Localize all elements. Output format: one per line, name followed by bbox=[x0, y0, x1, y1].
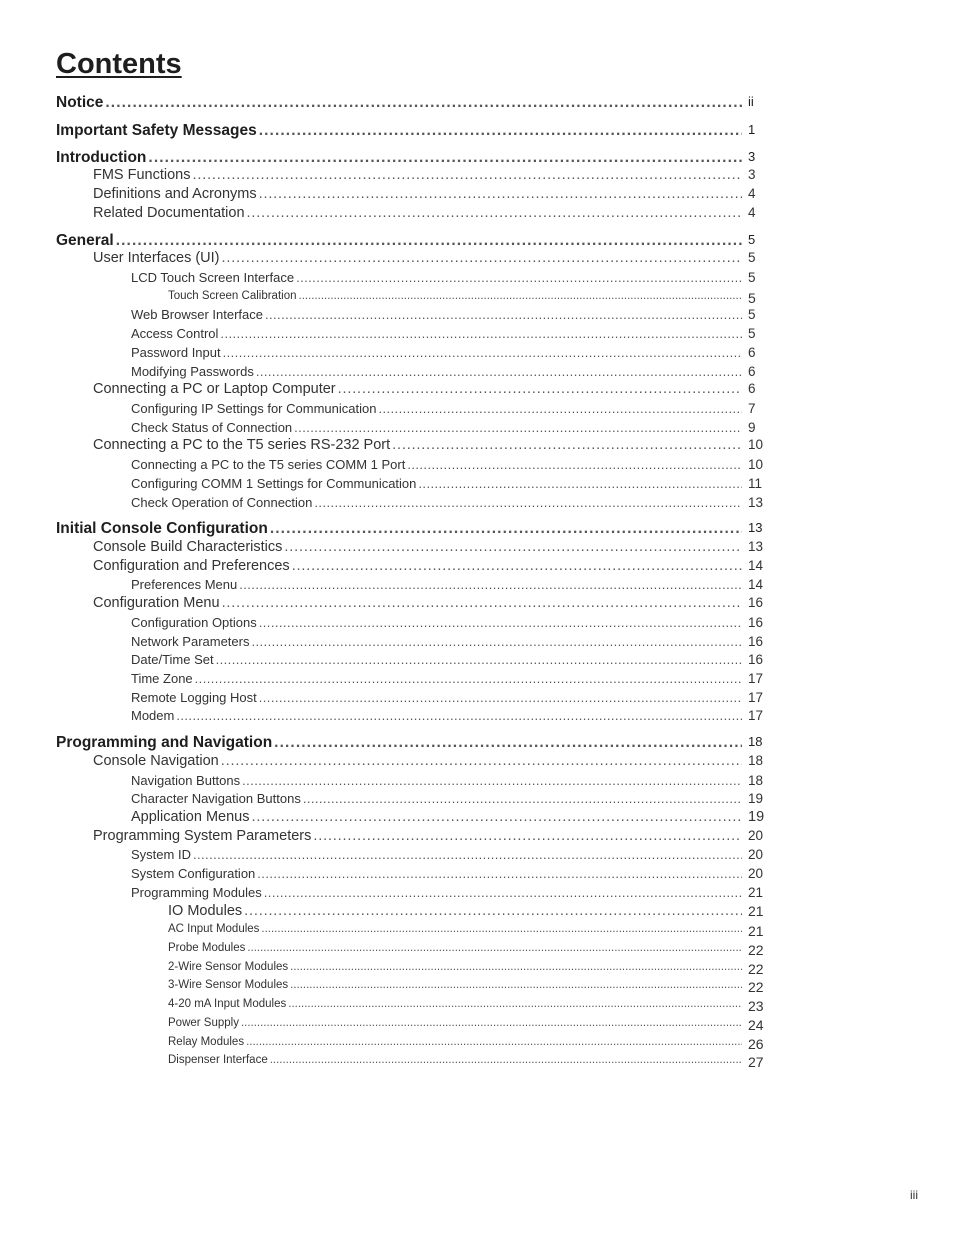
toc-entry-system-configuration[interactable] bbox=[131, 866, 764, 881]
toc-entry-label: Access Control bbox=[131, 326, 219, 341]
toc-entry-label: Configuring COMM 1 Settings for Communication bbox=[131, 476, 417, 491]
toc-entry-check-status-of-connection[interactable] bbox=[131, 420, 756, 435]
toc-entry-page: 5 bbox=[748, 307, 756, 322]
toc-entry-label: 3-Wire Sensor Modules bbox=[168, 979, 289, 991]
toc-entry-label: System Configuration bbox=[131, 866, 256, 881]
dot-leader bbox=[259, 187, 742, 202]
toc-entry-character-navigation-buttons[interactable] bbox=[131, 791, 764, 806]
toc-entry-page: 5 bbox=[748, 250, 756, 265]
toc-entry-label: Configuration Menu bbox=[93, 595, 220, 611]
toc-entry-touch-screen-calibration[interactable] bbox=[168, 290, 756, 306]
toc-entry-page: 19 bbox=[748, 809, 765, 825]
dot-leader bbox=[222, 251, 743, 266]
toc-entry-definitions-and-acronyms[interactable] bbox=[93, 186, 756, 202]
dot-leader bbox=[222, 596, 742, 611]
toc-entry-remote-logging-host[interactable] bbox=[131, 690, 764, 705]
toc-entry-page: 21 bbox=[748, 885, 764, 900]
toc-entry-power-supply[interactable] bbox=[168, 1017, 764, 1033]
dot-leader bbox=[193, 168, 743, 183]
toc-entry-label: Initial Console Configuration bbox=[56, 520, 268, 537]
toc-entry-connecting-pc-comm1[interactable] bbox=[131, 457, 764, 472]
toc-entry-modem[interactable] bbox=[131, 708, 764, 723]
dot-leader bbox=[252, 810, 743, 825]
toc-entry-2-wire-sensor-modules[interactable] bbox=[168, 961, 764, 977]
toc-entry-page: 24 bbox=[748, 1017, 764, 1033]
toc-entry-configuring-ip-settings[interactable] bbox=[131, 401, 756, 416]
dot-leader bbox=[195, 672, 742, 685]
dot-leader bbox=[242, 774, 742, 787]
dot-leader bbox=[392, 438, 742, 453]
toc-entry-relay-modules[interactable] bbox=[168, 1036, 764, 1052]
toc-entry-label: Check Status of Connection bbox=[131, 420, 293, 435]
toc-entry-general[interactable] bbox=[56, 232, 756, 249]
toc-entry-configuration-and-preferences[interactable] bbox=[93, 558, 764, 574]
toc-entry-label: Console Navigation bbox=[93, 753, 219, 769]
toc-entry-label: Introduction bbox=[56, 149, 147, 166]
dot-leader bbox=[247, 206, 742, 221]
toc-entry-label: User Interfaces (UI) bbox=[93, 250, 220, 266]
dot-leader bbox=[148, 150, 742, 166]
dot-leader bbox=[256, 365, 742, 378]
toc-entry-lcd-touch-screen-interface[interactable] bbox=[131, 270, 756, 285]
toc-entry-system-id[interactable] bbox=[131, 847, 764, 862]
toc-entry-page: 18 bbox=[748, 734, 763, 749]
toc-entry-label: Check Operation of Connection bbox=[131, 495, 313, 510]
dot-leader bbox=[270, 521, 742, 537]
toc-entry-page: 13 bbox=[748, 495, 764, 510]
dot-leader bbox=[193, 848, 742, 861]
toc-entry-page: 22 bbox=[748, 942, 764, 958]
toc-entry-label: Related Documentation bbox=[93, 205, 245, 221]
toc-entry-page: 16 bbox=[748, 615, 764, 630]
dot-leader bbox=[220, 327, 742, 340]
dot-leader bbox=[418, 477, 742, 490]
toc-entry-page: 21 bbox=[748, 923, 764, 939]
toc-entry-page: 4 bbox=[748, 186, 756, 201]
dot-leader bbox=[116, 233, 742, 249]
toc-entry-label: Configuration and Preferences bbox=[93, 558, 290, 574]
toc-entry-label: Programming System Parameters bbox=[93, 828, 312, 844]
dot-leader bbox=[221, 754, 742, 769]
toc-entry-label: Definitions and Acronyms bbox=[93, 186, 257, 202]
toc-entry-page: 11 bbox=[748, 476, 763, 491]
toc-entry-label: Character Navigation Buttons bbox=[131, 791, 301, 806]
dot-leader bbox=[314, 496, 742, 509]
toc-entry-page: 22 bbox=[748, 961, 764, 977]
dot-leader bbox=[244, 904, 742, 919]
toc-entry-modifying-passwords[interactable] bbox=[131, 364, 756, 379]
dot-leader bbox=[257, 867, 742, 880]
toc-entry-page: 13 bbox=[748, 520, 763, 535]
toc-entry-page: 17 bbox=[748, 671, 764, 686]
toc-entry-page: ii bbox=[748, 94, 754, 109]
toc-entry-page: 13 bbox=[748, 539, 764, 554]
dot-leader bbox=[299, 291, 743, 303]
dot-leader bbox=[241, 1018, 742, 1030]
toc-entry-dispenser-interface[interactable] bbox=[168, 1054, 764, 1070]
toc-entry-page: 7 bbox=[748, 401, 756, 416]
toc-entry-label: Time Zone bbox=[131, 671, 193, 686]
toc-entry-notice[interactable] bbox=[56, 94, 754, 111]
dot-leader bbox=[290, 962, 742, 974]
toc-entry-page: 17 bbox=[748, 708, 764, 723]
dot-leader bbox=[239, 578, 742, 591]
toc-entry-label: Connecting a PC to the T5 series RS-232 Port bbox=[93, 437, 391, 453]
toc-entry-label: Notice bbox=[56, 94, 104, 111]
toc-entry-page: 5 bbox=[748, 290, 756, 306]
toc-entry-fms-functions[interactable] bbox=[93, 167, 756, 183]
toc-entry-page: 14 bbox=[748, 577, 764, 592]
dot-leader bbox=[303, 792, 742, 805]
toc-entry-web-browser-interface[interactable] bbox=[131, 307, 756, 322]
dot-leader bbox=[270, 1055, 742, 1067]
dot-leader bbox=[313, 829, 742, 844]
toc-entry-page: 6 bbox=[748, 364, 756, 379]
toc-entry-label: LCD Touch Screen Interface bbox=[131, 270, 295, 285]
toc-entry-check-operation-of-connection[interactable] bbox=[131, 495, 764, 510]
toc-entry-page: 23 bbox=[748, 998, 764, 1014]
dot-leader bbox=[294, 421, 742, 434]
dot-leader bbox=[105, 95, 742, 111]
toc-entry-label: Network Parameters bbox=[131, 634, 250, 649]
toc-entry-page: 16 bbox=[748, 634, 764, 649]
toc-entry-page: 20 bbox=[748, 847, 764, 862]
toc-entry-application-menus[interactable] bbox=[131, 809, 765, 825]
toc-entry-page: 22 bbox=[748, 979, 764, 995]
toc-entry-page: 17 bbox=[748, 690, 764, 705]
toc-entry-date-time-set[interactable] bbox=[131, 652, 764, 667]
dot-leader bbox=[246, 1037, 742, 1049]
toc-entry-label: Connecting a PC or Laptop Computer bbox=[93, 381, 336, 397]
toc-entry-label: Relay Modules bbox=[168, 1036, 245, 1048]
toc-entry-label: Power Supply bbox=[168, 1017, 239, 1029]
toc-entry-io-modules[interactable] bbox=[168, 903, 764, 919]
toc-entry-ac-input-modules[interactable] bbox=[168, 923, 764, 939]
dot-leader bbox=[223, 346, 742, 359]
toc-entry-page: 10 bbox=[748, 437, 764, 452]
toc-entry-label: Navigation Buttons bbox=[131, 773, 241, 788]
toc-entry-page: 10 bbox=[748, 457, 764, 472]
toc-entry-page: 5 bbox=[748, 232, 756, 247]
toc-entry-label: Configuration Options bbox=[131, 615, 257, 630]
toc-entry-page: 4 bbox=[748, 205, 756, 220]
toc-entry-initial-console-configuration[interactable] bbox=[56, 520, 763, 537]
toc-entry-label: Programming and Navigation bbox=[56, 734, 273, 751]
dot-leader bbox=[265, 308, 742, 321]
dot-leader bbox=[378, 402, 742, 415]
toc-entry-label: Web Browser Interface bbox=[131, 307, 263, 322]
toc-entry-page: 21 bbox=[748, 903, 764, 919]
toc-entry-label: System ID bbox=[131, 847, 191, 862]
toc-entry-label: Date/Time Set bbox=[131, 652, 214, 667]
toc-entry-label: Connecting a PC to the T5 series COMM 1 Port bbox=[131, 457, 406, 472]
toc-entry-label: Application Menus bbox=[131, 809, 250, 825]
toc-entry-page: 20 bbox=[748, 866, 764, 881]
toc-entry-page: 26 bbox=[748, 1036, 764, 1052]
toc-entry-label: Modem bbox=[131, 708, 175, 723]
toc-entry-page: 3 bbox=[748, 149, 756, 164]
toc-entry-page: 20 bbox=[748, 828, 764, 843]
dot-leader bbox=[290, 980, 742, 992]
dot-leader bbox=[264, 886, 742, 899]
toc-entry-page: 19 bbox=[748, 791, 764, 806]
dot-leader bbox=[216, 653, 742, 666]
dot-leader bbox=[261, 924, 742, 936]
dot-leader bbox=[176, 709, 742, 722]
dot-leader bbox=[247, 943, 742, 955]
toc-entry-3-wire-sensor-modules[interactable] bbox=[168, 979, 764, 995]
dot-leader bbox=[259, 123, 742, 139]
toc-entry-access-control[interactable] bbox=[131, 326, 756, 341]
toc-entry-label: Console Build Characteristics bbox=[93, 539, 283, 555]
toc-entry-page: 5 bbox=[748, 326, 756, 341]
toc-entry-configuring-comm1[interactable] bbox=[131, 476, 763, 491]
toc-entry-page: 9 bbox=[748, 420, 756, 435]
toc-entry-label: Probe Modules bbox=[168, 942, 246, 954]
toc-entry-related-documentation[interactable] bbox=[93, 205, 756, 221]
toc-entry-programming-system-parameters[interactable] bbox=[93, 828, 764, 844]
toc-entry-label: General bbox=[56, 232, 114, 249]
toc-entry-page: 14 bbox=[748, 558, 764, 573]
toc-entry-label: Remote Logging Host bbox=[131, 690, 257, 705]
toc-entry-configuration-menu[interactable] bbox=[93, 595, 764, 611]
page-title: Contents bbox=[56, 48, 182, 80]
dot-leader bbox=[259, 616, 742, 629]
toc-entry-4-20ma-input-modules[interactable] bbox=[168, 998, 764, 1014]
toc-entry-label: Programming Modules bbox=[131, 885, 262, 900]
toc-entry-label: Touch Screen Calibration bbox=[168, 290, 297, 302]
toc-entry-console-build-characteristics[interactable] bbox=[93, 539, 764, 555]
toc-entry-connecting-pc-rs232[interactable] bbox=[93, 437, 764, 453]
toc-entry-important-safety-messages[interactable] bbox=[56, 122, 756, 139]
toc-entry-label: 2-Wire Sensor Modules bbox=[168, 961, 289, 973]
toc-entry-page: 18 bbox=[748, 753, 764, 768]
toc-entry-label: Configuring IP Settings for Communication bbox=[131, 401, 377, 416]
toc-entry-programming-and-navigation[interactable] bbox=[56, 734, 763, 751]
toc-entry-page: 6 bbox=[748, 381, 756, 396]
toc-entry-label: AC Input Modules bbox=[168, 923, 260, 935]
toc-entry-page: 18 bbox=[748, 773, 764, 788]
toc-entry-label: IO Modules bbox=[168, 903, 243, 919]
toc-entry-introduction[interactable] bbox=[56, 149, 756, 166]
dot-leader bbox=[338, 382, 742, 397]
toc-entry-navigation-buttons[interactable] bbox=[131, 773, 764, 788]
toc-entry-page: 5 bbox=[748, 270, 756, 285]
toc-entry-page: 6 bbox=[748, 345, 756, 360]
footer-page-number: iii bbox=[910, 1188, 918, 1202]
toc-entry-page: 3 bbox=[748, 167, 756, 182]
dot-leader bbox=[407, 458, 742, 471]
dot-leader bbox=[274, 735, 742, 751]
toc-entry-user-interfaces[interactable] bbox=[93, 250, 756, 266]
dot-leader bbox=[292, 559, 742, 574]
toc-entry-label: Modifying Passwords bbox=[131, 364, 254, 379]
toc-entry-label: 4-20 mA Input Modules bbox=[168, 998, 287, 1010]
toc-entry-label: Password Input bbox=[131, 345, 221, 360]
toc-entry-preferences-menu[interactable] bbox=[131, 577, 764, 592]
dot-leader bbox=[288, 999, 742, 1011]
dot-leader bbox=[284, 540, 742, 555]
dot-leader bbox=[251, 635, 742, 648]
toc-entry-page: 16 bbox=[748, 595, 764, 610]
dot-leader bbox=[296, 271, 742, 284]
toc-entry-connecting-pc-or-laptop[interactable] bbox=[93, 381, 756, 397]
toc-entry-page: 27 bbox=[748, 1054, 764, 1070]
toc-entry-programming-modules[interactable] bbox=[131, 885, 764, 900]
toc-entry-configuration-options[interactable] bbox=[131, 615, 764, 630]
toc-entry-page: 16 bbox=[748, 652, 764, 667]
toc-entry-label: Important Safety Messages bbox=[56, 122, 257, 139]
toc-entry-label: Preferences Menu bbox=[131, 577, 238, 592]
toc-entry-time-zone[interactable] bbox=[131, 671, 764, 686]
toc-entry-password-input[interactable] bbox=[131, 345, 756, 360]
dot-leader bbox=[259, 691, 742, 704]
toc-entry-console-navigation[interactable] bbox=[93, 753, 764, 769]
toc-entry-label: Dispenser Interface bbox=[168, 1054, 268, 1066]
toc-entry-network-parameters[interactable] bbox=[131, 634, 764, 649]
toc-entry-page: 1 bbox=[748, 122, 756, 137]
toc-entry-label: FMS Functions bbox=[93, 167, 191, 183]
toc-entry-probe-modules[interactable] bbox=[168, 942, 764, 958]
